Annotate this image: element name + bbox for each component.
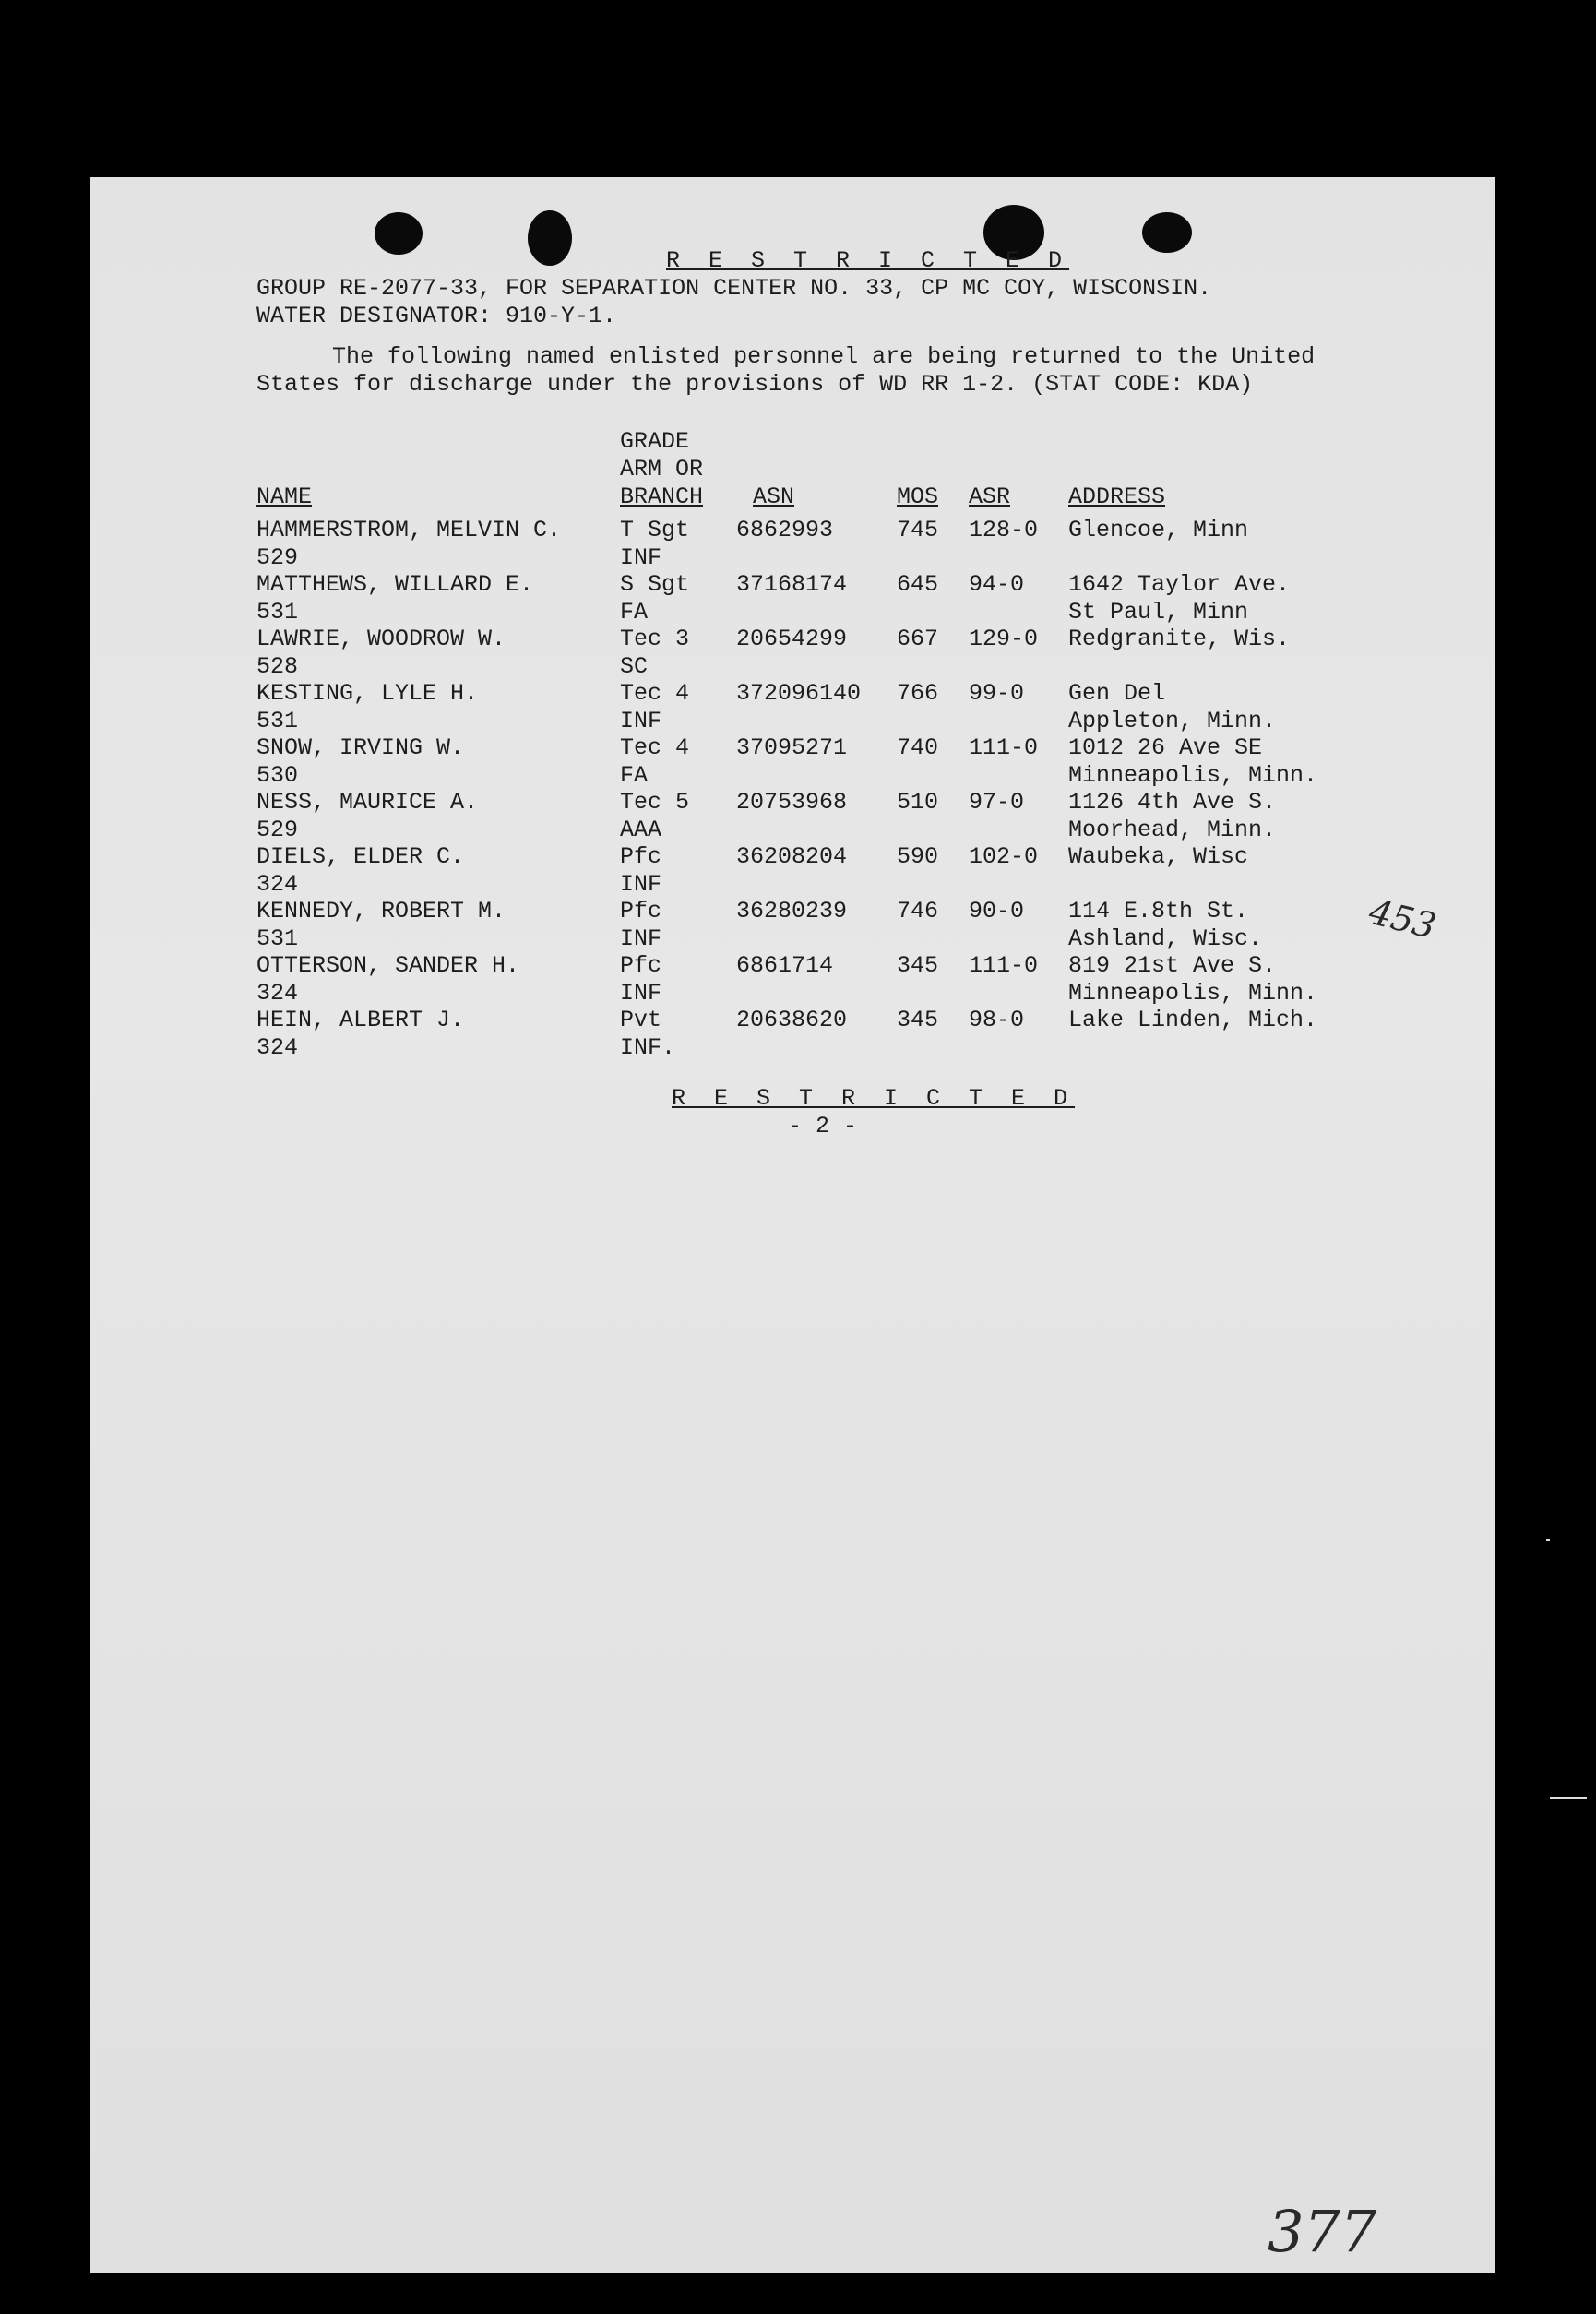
row-mos: 667 <box>897 626 939 652</box>
row-name: DIELS, ELDER C. <box>256 843 465 870</box>
group-line: GROUP RE-2077-33, FOR SEPARATION CENTER NO. 33, CP MC COY, WISCONSIN. <box>256 275 1212 302</box>
row-address-line1: 1012 26 Ave SE <box>1068 734 1263 761</box>
col-header-arm-or: ARM OR <box>620 456 704 483</box>
row-branch: INF <box>620 980 662 1007</box>
row-branch: INF. <box>620 1034 676 1061</box>
row-asr: 111-0 <box>969 734 1039 761</box>
document-page <box>90 177 1495 2273</box>
row-branch: INF <box>620 708 662 734</box>
row-branch: FA <box>620 599 649 626</box>
row-address-line1: Lake Linden, Mich. <box>1068 1007 1318 1033</box>
row-name: LAWRIE, WOODROW W. <box>256 626 506 652</box>
edge-mark <box>1546 1539 1550 1541</box>
row-grade: Pfc <box>620 898 662 924</box>
row-name: HEIN, ALBERT J. <box>256 1007 465 1033</box>
row-mos: 345 <box>897 1007 939 1033</box>
row-name: SNOW, IRVING W. <box>256 734 465 761</box>
row-code: 529 <box>256 817 299 843</box>
row-branch: INF <box>620 925 662 952</box>
row-code: 531 <box>256 599 299 626</box>
bottom-page-number: 377 <box>1268 2198 1377 2265</box>
margin-number: 453 <box>1364 890 1440 948</box>
col-header-asr: ASR <box>969 483 1011 510</box>
row-asr: 129-0 <box>969 626 1039 652</box>
row-code: 531 <box>256 925 299 952</box>
row-mos: 740 <box>897 734 939 761</box>
row-asr: 102-0 <box>969 843 1039 870</box>
row-address-line1: Glencoe, Minn <box>1068 517 1249 543</box>
row-code: 528 <box>256 653 299 680</box>
row-asn: 6862993 <box>736 517 834 543</box>
row-asn: 372096140 <box>736 680 862 707</box>
row-grade: Tec 4 <box>620 680 690 707</box>
row-address-line1: 819 21st Ave S. <box>1068 952 1277 979</box>
row-asn: 36208204 <box>736 843 848 870</box>
row-asr: 97-0 <box>969 789 1025 816</box>
row-address-line1: 1126 4th Ave S. <box>1068 789 1277 816</box>
restricted-footer: R E S T R I C T E D <box>672 1085 1076 1112</box>
col-header-address: ADDRESS <box>1068 483 1166 510</box>
row-name: OTTERSON, SANDER H. <box>256 952 520 979</box>
punch-hole <box>528 210 572 266</box>
row-asr: 99-0 <box>969 680 1025 707</box>
row-branch: FA <box>620 762 649 789</box>
row-asn: 37095271 <box>736 734 848 761</box>
row-asr: 98-0 <box>969 1007 1025 1033</box>
row-asr: 128-0 <box>969 517 1039 543</box>
row-mos: 510 <box>897 789 939 816</box>
row-grade: Tec 5 <box>620 789 690 816</box>
col-header-grade: GRADE <box>620 428 690 455</box>
row-mos: 746 <box>897 898 939 924</box>
row-code: 530 <box>256 762 299 789</box>
row-name: HAMMERSTROM, MELVIN C. <box>256 517 562 543</box>
row-address-line2: Ashland, Wisc. <box>1068 925 1263 952</box>
col-header-asn: ASN <box>753 483 795 510</box>
row-grade: Pfc <box>620 843 662 870</box>
row-asn: 36280239 <box>736 898 848 924</box>
intro-paragraph-line2: States for discharge under the provisions of WD RR 1-2. (STAT CODE: KDA) <box>256 371 1254 398</box>
row-address-line2: St Paul, Minn <box>1068 599 1249 626</box>
row-asr: 90-0 <box>969 898 1025 924</box>
col-header-mos: MOS <box>897 483 939 510</box>
row-address-line2: Appleton, Minn. <box>1068 708 1277 734</box>
row-grade: T Sgt <box>620 517 690 543</box>
row-address-line1: Gen Del <box>1068 680 1166 707</box>
row-address-line2: Minneapolis, Minn. <box>1068 762 1318 789</box>
row-branch: INF <box>620 544 662 571</box>
water-designator: WATER DESIGNATOR: 910-Y-1. <box>256 303 617 329</box>
row-grade: Pvt <box>620 1007 662 1033</box>
row-branch: AAA <box>620 817 662 843</box>
row-mos: 645 <box>897 571 939 598</box>
row-asn: 20654299 <box>736 626 848 652</box>
restricted-top-title: R E S T R I C T E D <box>666 247 1070 274</box>
row-code: 529 <box>256 544 299 571</box>
punch-hole <box>375 212 423 255</box>
row-name: NESS, MAURICE A. <box>256 789 479 816</box>
row-branch: INF <box>620 871 662 898</box>
row-name: KESTING, LYLE H. <box>256 680 479 707</box>
row-mos: 766 <box>897 680 939 707</box>
row-address-line1: Redgranite, Wis. <box>1068 626 1291 652</box>
punch-hole <box>1142 212 1192 253</box>
row-asr: 111-0 <box>969 952 1039 979</box>
row-branch: SC <box>620 653 649 680</box>
row-code: 324 <box>256 871 299 898</box>
row-address-line2: Moorhead, Minn. <box>1068 817 1277 843</box>
row-asn: 37168174 <box>736 571 848 598</box>
intro-paragraph-line1: The following named enlisted personnel are being returned to the United <box>332 343 1316 370</box>
row-asn: 20753968 <box>736 789 848 816</box>
row-asn: 6861714 <box>736 952 834 979</box>
row-mos: 345 <box>897 952 939 979</box>
row-name: MATTHEWS, WILLARD E. <box>256 571 534 598</box>
row-code: 324 <box>256 980 299 1007</box>
row-grade: Tec 4 <box>620 734 690 761</box>
col-header-branch: BRANCH <box>620 483 704 510</box>
row-address-line1: 114 E.8th St. <box>1068 898 1249 924</box>
row-asn: 20638620 <box>736 1007 848 1033</box>
row-grade: Tec 3 <box>620 626 690 652</box>
row-mos: 745 <box>897 517 939 543</box>
row-code: 531 <box>256 708 299 734</box>
row-grade: S Sgt <box>620 571 690 598</box>
row-name: KENNEDY, ROBERT M. <box>256 898 506 924</box>
row-grade: Pfc <box>620 952 662 979</box>
row-code: 324 <box>256 1034 299 1061</box>
page-number: - 2 - <box>788 1113 858 1139</box>
row-mos: 590 <box>897 843 939 870</box>
row-address-line1: 1642 Taylor Ave. <box>1068 571 1291 598</box>
edge-mark <box>1550 1797 1587 1799</box>
row-asr: 94-0 <box>969 571 1025 598</box>
col-header-name: NAME <box>256 483 313 510</box>
row-address-line1: Waubeka, Wisc <box>1068 843 1249 870</box>
row-address-line2: Minneapolis, Minn. <box>1068 980 1318 1007</box>
